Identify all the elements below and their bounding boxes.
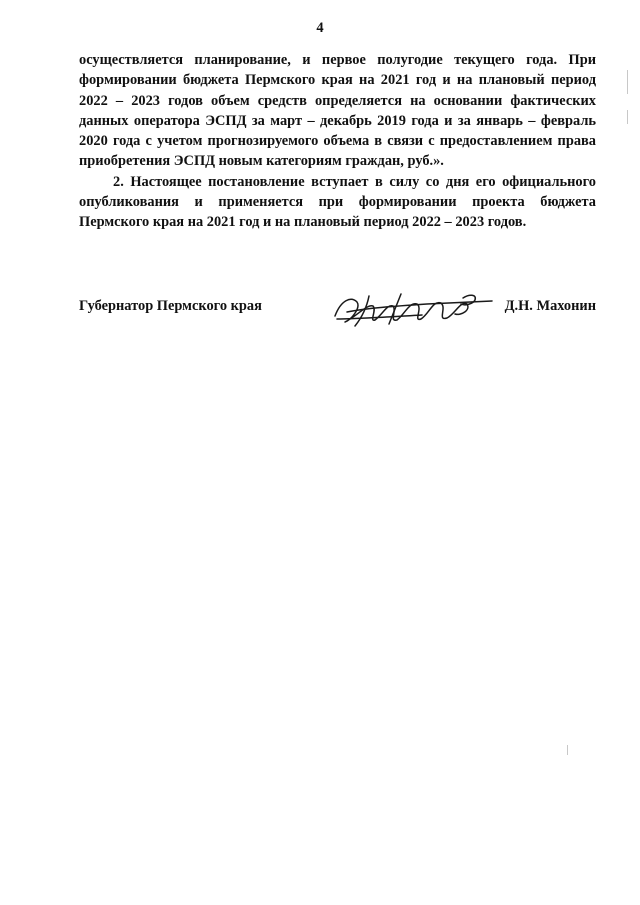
paragraph-clause-2: 2. Настоящее постановление вступает в силу со дня его официального опубликования и применяется при формировании проекта бюджета Пермского края на 2021 год и на плановый период 2022 – 2023 годов.	[79, 173, 596, 231]
scan-artifact	[627, 70, 628, 94]
page-number: 4	[316, 20, 324, 36]
signatory-name: Д.Н. Махонин	[504, 298, 596, 314]
signatory-title: Губернатор Пермского края	[79, 298, 262, 314]
scan-artifact	[627, 110, 628, 124]
scan-artifact	[567, 745, 568, 755]
paragraph-continuation: осуществляется планирование, и первое полугодие текущего года. При формировании бюджета Пермского края на 2021 год и на плановый период 2022 – 2023 годов объем средств определяется на основании фактических данных оператора ЭСПД за март – декабрь 2019 года и за январь – февраль 2020 года с учетом прогнозируемого объема в связи с предоставлением права приобретения ЭСПД новым категориям граждан, руб.».	[79, 52, 596, 170]
document-body	[79, 50, 596, 233]
signature-block	[79, 298, 596, 334]
handwritten-signature	[327, 286, 497, 336]
